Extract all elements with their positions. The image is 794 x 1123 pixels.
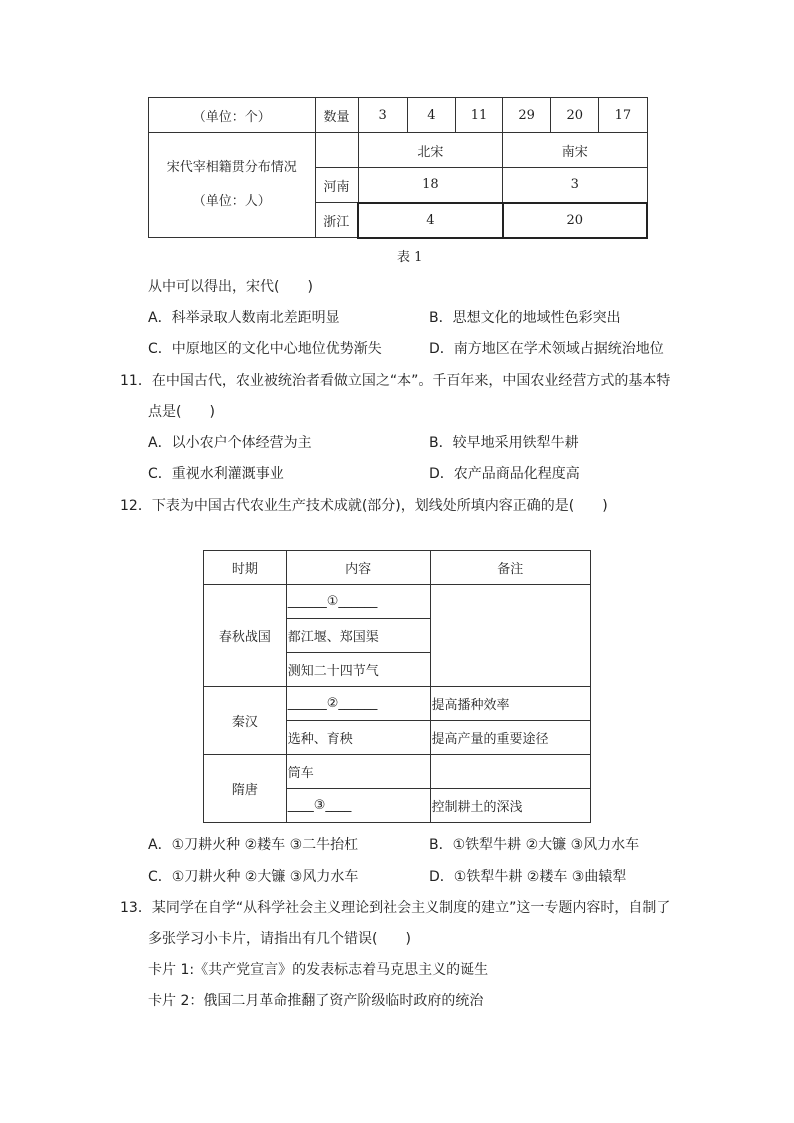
q11-option-d: D．农产品商品化程度高 [429, 466, 580, 482]
south-song-header: 南宋 [503, 133, 647, 168]
header-period: 时期 [204, 551, 287, 585]
henan-south-value: 3 [503, 168, 647, 203]
q10-option-a: A．科举录取人数南北差距明显 [148, 310, 340, 326]
q10-option-c: C．中原地区的文化中心地位优势渐失 [148, 341, 382, 357]
zhejiang-north-value: 4 [358, 203, 502, 238]
zhejiang-label: 浙江 [315, 203, 358, 238]
q12-option-c: C．①刀耕火种 ②大镰 ③风力水车 [148, 869, 359, 885]
period-qinhan: 秦汉 [204, 687, 287, 755]
north-song-header: 北宋 [358, 133, 502, 168]
note-depth: 控制耕土的深浅 [430, 789, 590, 823]
note-sowing: 提高播种效率 [430, 687, 590, 721]
q11-line2: 点是( ) [148, 404, 215, 420]
q13-card1: 卡片 1:《共产党宣言》的发表标志着马克思主义的诞生 [148, 962, 489, 978]
q12-option-b: B．①铁犁牛耕 ②大镰 ③风力水车 [429, 837, 640, 853]
count-cell: 20 [551, 98, 599, 133]
period-suitang: 隋唐 [204, 755, 287, 823]
note-empty [430, 585, 590, 687]
chancellor-title-cell [149, 133, 316, 238]
q12-stem: 12．下表为中国古代农业生产技术成就(部分)，划线处所填内容正确的是( ) [120, 498, 608, 514]
content-dujiangyan: 都江堰、郑国渠 [286, 619, 430, 653]
unit-person: （单位：人） [192, 194, 271, 209]
henan-north-value: 18 [358, 168, 502, 203]
note-empty-2 [430, 755, 590, 789]
count-cell: 29 [503, 98, 551, 133]
period-chunqiu: 春秋战国 [204, 585, 287, 687]
q13-line1: 13．某同学在自学“从科学社会主义理论到社会主义制度的建立”这一专题内容时，自制了 [120, 900, 671, 916]
zhejiang-south-value: 20 [503, 203, 647, 238]
content-solar-terms: 测知二十四节气 [286, 653, 430, 687]
count-cell: 11 [455, 98, 502, 133]
agri-table [203, 550, 591, 823]
blank-cell [315, 133, 358, 168]
q10-stem: 从中可以得出，宋代( ) [148, 279, 313, 295]
q11-option-c: C．重视水利灌溉事业 [148, 466, 284, 482]
q10-option-d: D．南方地区在学术领域占据统治地位 [429, 341, 664, 357]
chancellor-title: 宋代宰相籍贯分布情况 [166, 160, 297, 175]
q10-option-b: B．思想文化的地域性色彩突出 [429, 310, 621, 326]
content-seed: 选种、育秧 [286, 721, 430, 755]
count-cell: 4 [407, 98, 455, 133]
count-cell: 3 [358, 98, 407, 133]
q11-line1: 11．在中国古代，农业被统治者看做立国之“本”。千百年来，中国农业经营方式的基本特 [120, 373, 671, 389]
content-blank-2: ______②______ [286, 687, 430, 721]
count-label-cell: 数量 [315, 98, 358, 133]
q11-option-b: B．较早地采用铁犁牛耕 [429, 435, 579, 451]
song-table [148, 97, 648, 239]
unit-count-cell: （单位：个） [149, 98, 316, 133]
q12-option-a: A．①刀耕火种 ②耧车 ③二牛抬杠 [148, 837, 359, 853]
note-yield: 提高产量的重要途径 [430, 721, 590, 755]
content-tongche: 筒车 [286, 755, 430, 789]
henan-label: 河南 [315, 168, 358, 203]
q13-card2: 卡片 2：俄国二月革命推翻了资产阶级临时政府的统治 [148, 993, 484, 1009]
q12-option-d: D．①铁犁牛耕 ②耧车 ③曲辕犁 [429, 869, 627, 885]
q13-line2: 多张学习小卡片，请指出有几个错误( ) [148, 931, 411, 947]
table1-caption: 表 1 [397, 250, 423, 265]
content-blank-3: ____③____ [286, 789, 430, 823]
header-content: 内容 [286, 551, 430, 585]
count-cell: 17 [599, 98, 647, 133]
header-note: 备注 [430, 551, 590, 585]
q11-option-a: A．以小农户个体经营为主 [148, 435, 312, 451]
content-blank-1: ______①______ [286, 585, 430, 619]
